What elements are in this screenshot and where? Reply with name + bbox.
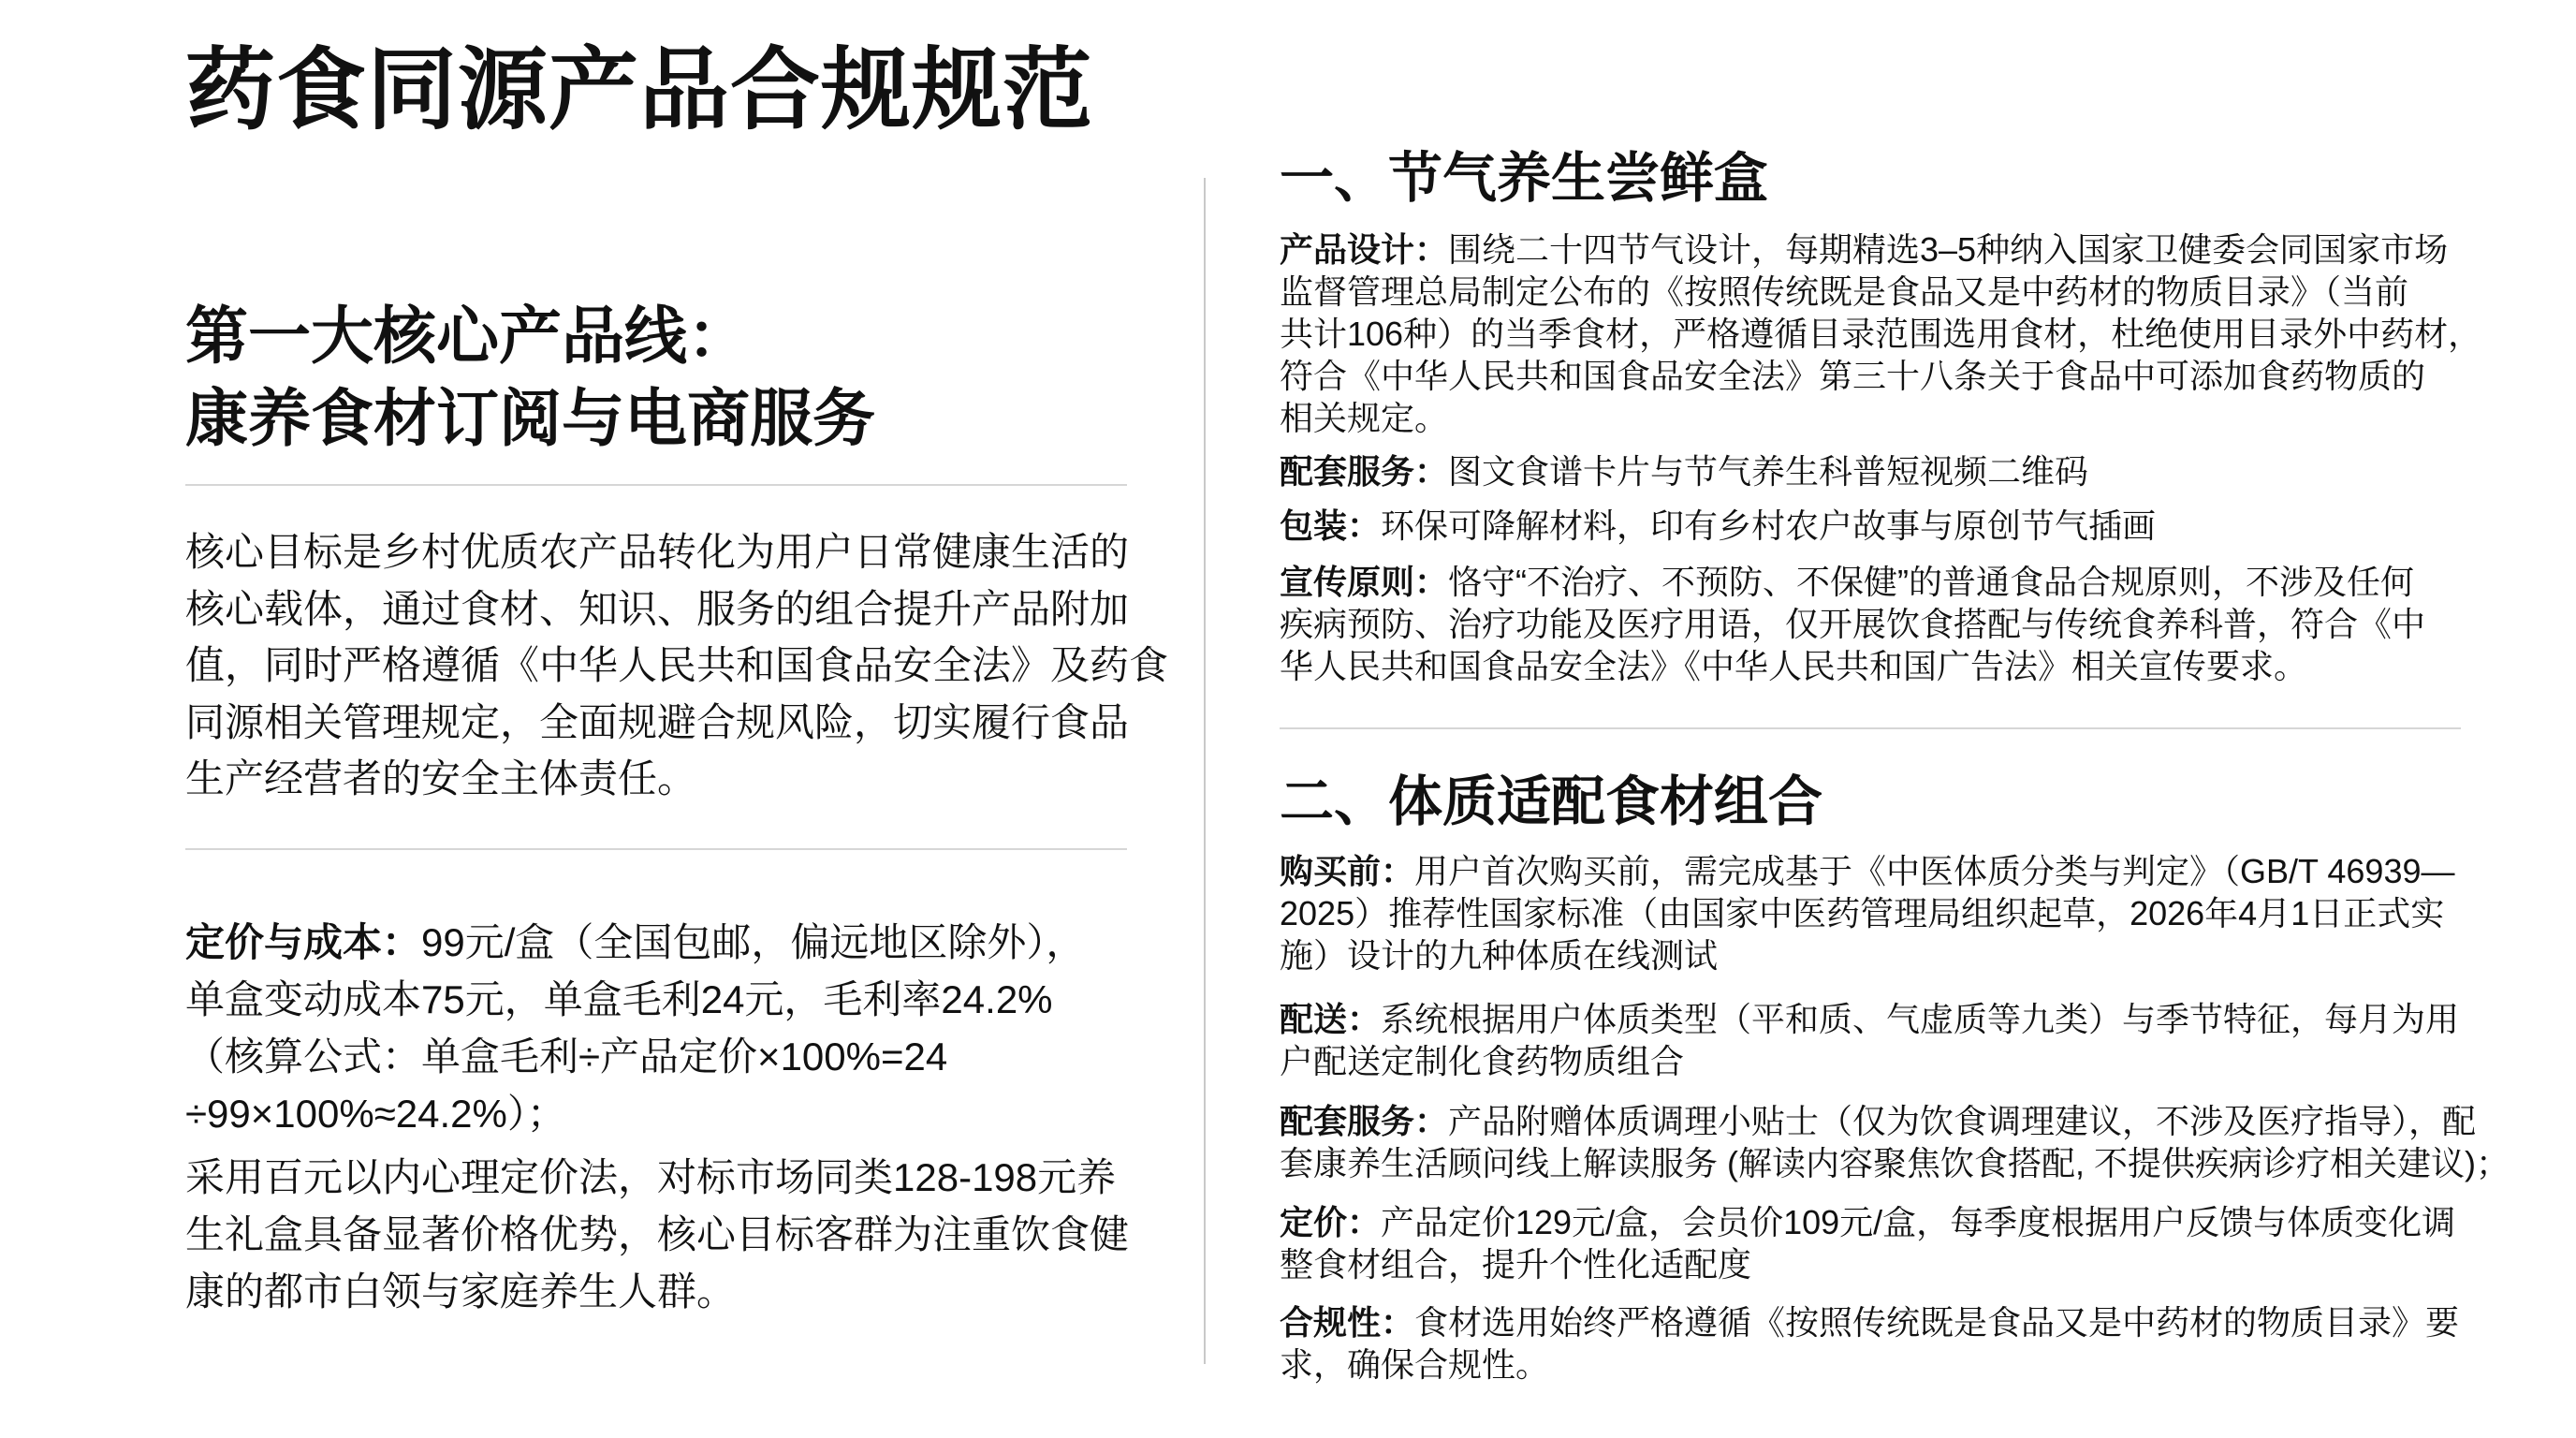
heading-line: 康养食材订阅与电商服务 <box>185 384 875 454</box>
item-label: 购买前： <box>1280 852 1415 890</box>
item-label: 定价： <box>1280 1203 1382 1241</box>
item-text: 产品定价129元/盒，会员价109元/盒，每季度根据用户反馈与体质变化调 <box>1381 1203 2456 1241</box>
paragraph-line: 核心载体，通过食材、知识、服务的组合提升产品附加 <box>185 586 1130 631</box>
packaging-item <box>1280 505 2156 547</box>
paragraph-line: （核算公式：单盒毛利÷产品定价×100%=24 <box>185 1034 948 1078</box>
item-label: 产品设计： <box>1280 230 1449 269</box>
paragraph-line <box>1280 505 2156 547</box>
paragraph-line: 施）设计的九种体质在线测试 <box>1280 936 1719 975</box>
paragraph-line: 康的都市白领与家庭养生人群。 <box>185 1269 737 1313</box>
product-design-item <box>1280 228 2481 439</box>
paragraph-line: 采用百元以内心理定价法，对标市场同类128-198元养 <box>185 1155 1117 1199</box>
paragraph-line: 整食材组合，提升个性化适配度 <box>1280 1245 1752 1284</box>
pricing-text: 99元/盒（全国包邮，偏远地区除外）， <box>421 920 1086 964</box>
paragraph-line: ÷99×100%≈24.2%）； <box>185 1092 566 1136</box>
section-heading: 一、节气养生尝鲜盒 <box>1280 148 1769 209</box>
positioning-paragraph <box>185 1149 1129 1320</box>
paragraph-line <box>1280 1201 2455 1243</box>
paragraph-line: 生礼盒具备显著价格优势，核心目标客群为注重饮食健 <box>185 1212 1130 1256</box>
paragraph-line <box>185 914 1085 971</box>
pricing-paragraph <box>185 914 1085 1142</box>
section-heading: 二、体质适配食材组合 <box>1280 771 1823 832</box>
support-service-item <box>1280 450 2088 492</box>
item-text: 用户首次购买前，需完成基于《中医体质分类与判定》（GB/T 46939— <box>1414 852 2455 890</box>
item-text: 围绕二十四节气设计，每期精选3–5种纳入国家卫健委会同国家市场 <box>1448 230 2449 269</box>
paragraph-line <box>1280 998 2459 1040</box>
item-label: 宣传原则： <box>1280 563 1449 601</box>
paragraph-line: 相关规定。 <box>1280 399 1449 437</box>
paragraph-line: 符合《中华人民共和国食品安全法》第三十八条关于食品中可添加食药物质的 <box>1280 357 2426 395</box>
paragraph-line: 户配送定制化食药物质组合 <box>1280 1042 1685 1080</box>
paragraph-line: 单盒变动成本75元，单盒毛利24元，毛利率24.2% <box>185 977 1053 1021</box>
paragraph-line: 生产经营者的安全主体责任。 <box>185 756 697 800</box>
paragraph-line: 求，确保合规性。 <box>1280 1345 1550 1384</box>
support-service-item <box>1280 1100 2510 1184</box>
item-text: 图文食谱卡片与节气养生科普短视频二维码 <box>1448 452 2089 491</box>
item-label: 配套服务： <box>1280 452 1449 491</box>
page-title: 药食同源产品合规规范 <box>185 40 1093 140</box>
pricing-item <box>1280 1201 2455 1285</box>
paragraph-line: 核心目标是乡村优质农产品转化为用户日常健康生活的 <box>185 530 1130 574</box>
paragraph-line: 值，同时严格遵循《中华人民共和国食品安全法》及药食 <box>185 643 1169 687</box>
paragraph-line <box>1280 561 2425 603</box>
item-text: 恪守“不治疗、不预防、不保健”的普通食品合规原则，不涉及任何 <box>1448 563 2414 601</box>
compliance-item <box>1280 1301 2459 1386</box>
paragraph-line <box>1280 228 2481 271</box>
item-label: 合规性： <box>1280 1303 1415 1342</box>
item-label: 配套服务： <box>1280 1102 1449 1140</box>
item-label: 配送： <box>1280 1000 1382 1038</box>
column-divider <box>1204 178 1206 1364</box>
divider <box>1280 727 2461 729</box>
item-text: 系统根据用户体质类型（平和质、气虚质等九类）与季节特征，每月为用 <box>1381 1000 2460 1038</box>
divider <box>185 484 1127 486</box>
pre-purchase-item <box>1280 850 2454 976</box>
paragraph-line: 套康养生活顾问线上解读服务 (解读内容聚焦饮食搭配, 不提供疾病诊疗相关建议)； <box>1280 1144 2510 1182</box>
paragraph-line: 同源相关管理规定，全面规避合规风险，切实履行食品 <box>185 699 1130 744</box>
pricing-label: 定价与成本： <box>185 920 422 964</box>
heading-line: 第一大核心产品线： <box>185 301 750 372</box>
delivery-item <box>1280 998 2459 1082</box>
paragraph-line: 共计106种）的当季食材，严格遵循目录范围选用食材，杜绝使用目录外中药材， <box>1280 315 2482 353</box>
paragraph-line <box>1280 1100 2510 1142</box>
paragraph-line <box>1280 850 2454 892</box>
item-text: 食材选用始终严格遵循《按照传统既是食品又是中药材的物质目录》要 <box>1414 1303 2460 1342</box>
item-text: 产品附赠体质调理小贴士（仅为饮食调理建议，不涉及医疗指导），配 <box>1448 1102 2477 1140</box>
promotion-principle-item <box>1280 561 2425 687</box>
paragraph-line: 疾病预防、治疗功能及医疗用语，仅开展饮食搭配与传统食养科普，符合《中 <box>1280 605 2426 643</box>
paragraph-line <box>1280 1301 2459 1343</box>
divider <box>185 848 1127 850</box>
product-line-heading <box>185 296 875 461</box>
item-label: 包装： <box>1280 506 1382 545</box>
core-goal-paragraph <box>185 524 1168 808</box>
paragraph-line: 监督管理总局制定公布的《按照传统既是食品又是中药材的物质目录》（当前 <box>1280 272 2409 311</box>
paragraph-line: 华人民共和国食品安全法》《中华人民共和国广告法》相关宣传要求。 <box>1280 647 2308 685</box>
paragraph-line: 2025）推荐性国家标准（由国家中医药管理局组织起草，2026年4月1日正式实 <box>1280 894 2445 932</box>
item-text: 环保可降解材料，印有乡村农户故事与原创节气插画 <box>1381 506 2157 545</box>
paragraph-line <box>1280 450 2088 492</box>
